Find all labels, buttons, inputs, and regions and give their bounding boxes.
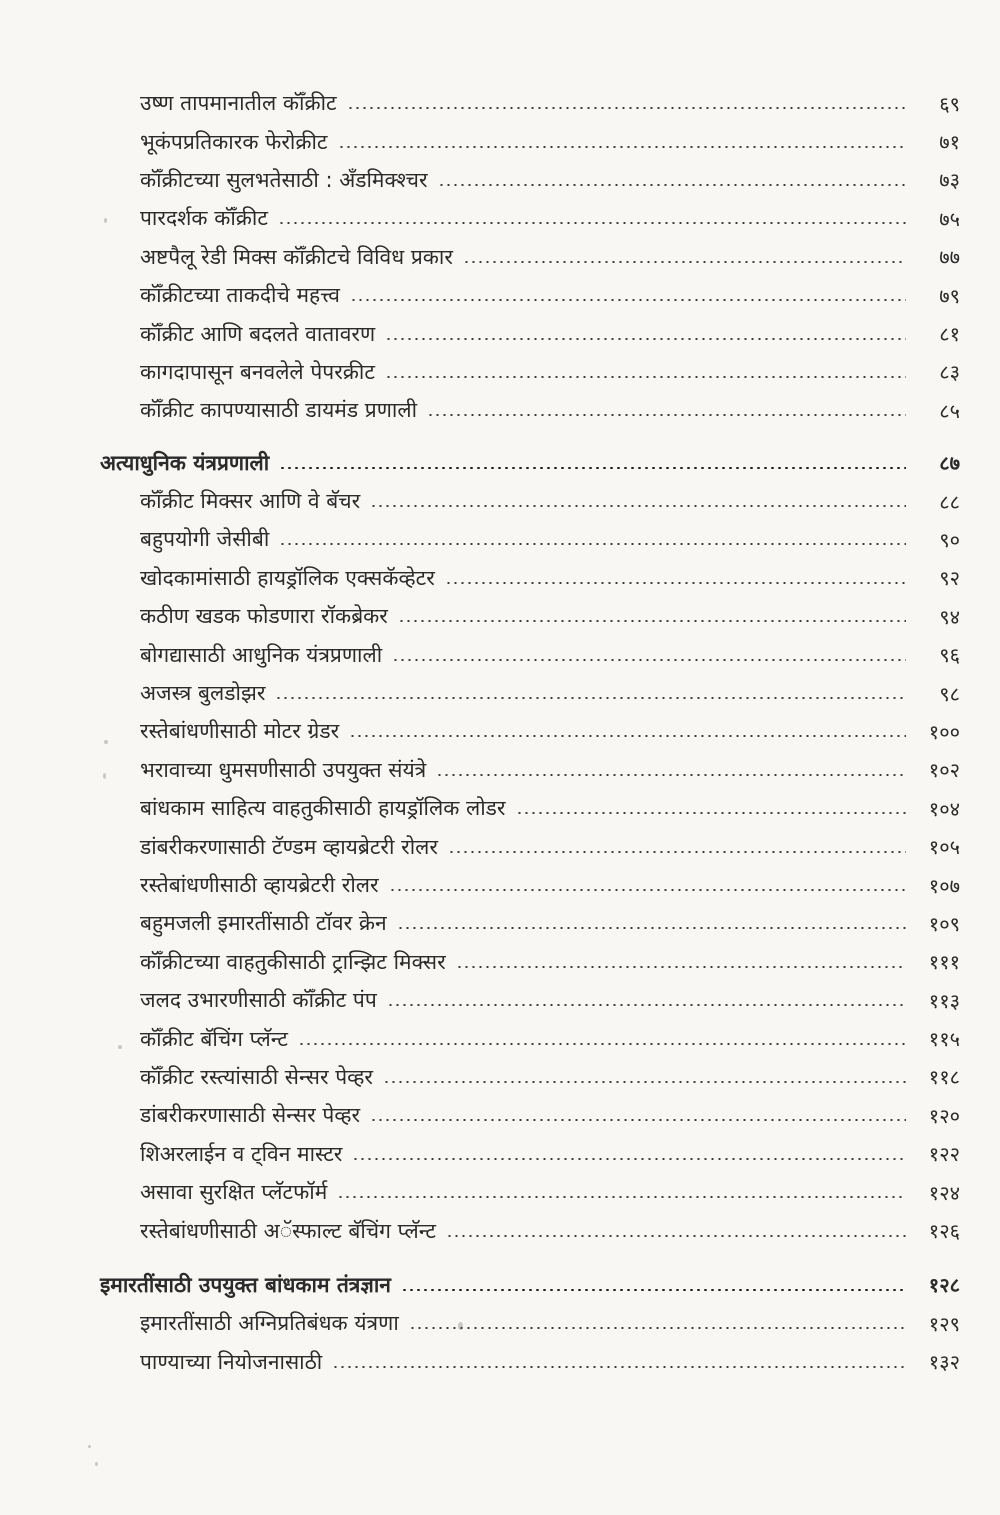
entry-page: ९६ — [939, 643, 960, 668]
toc-entry[interactable] — [0, 789, 1000, 827]
dot-leader — [278, 222, 906, 224]
dot-leader — [385, 338, 906, 340]
section-page: १२८ — [928, 1273, 960, 1298]
entry-title: बोगद्यासाठी आधुनिक यंत्रप्रणाली — [140, 641, 392, 669]
toc-section-heading[interactable] — [0, 444, 1000, 482]
entry-page: ११५ — [928, 1027, 960, 1052]
toc-entry[interactable] — [0, 1173, 1000, 1211]
toc-entry[interactable] — [0, 84, 1000, 122]
dot-leader — [392, 659, 906, 661]
section-gap — [0, 1250, 1000, 1266]
dot-leader — [370, 505, 906, 507]
dot-leader — [387, 1004, 906, 1006]
dot-leader — [463, 261, 906, 263]
toc-entry[interactable] — [0, 827, 1000, 865]
toc-entry[interactable] — [0, 1304, 1000, 1342]
entry-title: डांबरीकरणासाठी टॅण्डम व्हायब्रेटरी रोलर — [140, 833, 448, 861]
entry-title: रस्तेबांधणीसाठी मोटर ग्रेडर — [140, 717, 349, 745]
entry-title: शिअरलाईन व ट्विन मास्टर — [140, 1140, 352, 1168]
toc-entry[interactable] — [0, 391, 1000, 429]
toc-entry[interactable] — [0, 751, 1000, 789]
entry-page: १२४ — [928, 1180, 960, 1205]
toc-entry[interactable] — [0, 712, 1000, 750]
entry-title: कॉँक्रीट आणि बदलते वातावरण — [140, 320, 385, 348]
dot-leader — [370, 1119, 906, 1121]
dot-leader — [448, 851, 906, 853]
toc-entry[interactable] — [0, 1058, 1000, 1096]
entry-page: ११८ — [928, 1065, 960, 1090]
entry-title: बांधकाम साहित्य वाहतुकीसाठी हायड्रॉलिक लोडर — [140, 794, 516, 822]
entry-title: रस्तेबांधणीसाठी व्हायब्रेटरी रोलर — [140, 871, 389, 899]
entry-page: ९२ — [939, 566, 960, 591]
toc-entry[interactable] — [0, 597, 1000, 635]
entry-page: १३२ — [928, 1350, 960, 1375]
entry-page: १२२ — [928, 1142, 960, 1167]
entry-page: ९० — [939, 527, 960, 552]
dot-leader — [347, 107, 906, 109]
entry-title: बहुपयोगी जेसीबी — [140, 525, 279, 553]
toc-entry[interactable] — [0, 981, 1000, 1019]
entry-page: १०२ — [928, 758, 960, 783]
toc-entry[interactable] — [0, 559, 1000, 597]
toc-entry[interactable] — [0, 674, 1000, 712]
entry-title: कठीण खडक फोडणारा रॉकब्रेकर — [140, 602, 398, 630]
dot-leader — [298, 1043, 906, 1045]
entry-title: उष्ण तापमानातील कॉँक्रीट — [140, 89, 347, 117]
dot-leader — [445, 582, 906, 584]
toc-entry[interactable] — [0, 161, 1000, 199]
entry-page: १०७ — [928, 873, 960, 898]
dot-leader — [409, 1327, 906, 1329]
entry-title: कॉँक्रीटच्या सुलभतेसाठी : अँडमिक्श्चर — [140, 166, 438, 194]
section-title: इमारतींसाठी उपयुक्त बांधकाम तंत्रज्ञान — [100, 1271, 401, 1299]
toc-entry[interactable] — [0, 943, 1000, 981]
dot-leader — [338, 146, 906, 148]
toc-entry[interactable] — [0, 904, 1000, 942]
dot-leader — [350, 299, 906, 301]
section-page: ८७ — [939, 451, 960, 476]
entry-title: कागदापासून बनवलेले पेपरक्रीट — [140, 358, 385, 386]
dot-leader — [332, 1366, 906, 1368]
entry-title: रस्तेबांधणीसाठी अॅस्फाल्ट बॅचिंग प्लॅन्ट — [140, 1217, 446, 1245]
toc-entry[interactable] — [0, 1096, 1000, 1134]
entry-page: ८३ — [939, 360, 960, 385]
entry-title: पारदर्शक कॉँक्रीट — [140, 204, 278, 232]
entry-title: इमारतींसाठी अग्निप्रतिबंधक यंत्रणा — [140, 1309, 409, 1337]
table-of-contents — [0, 84, 1000, 1381]
dot-leader — [401, 1289, 906, 1291]
entry-title: कॉँक्रीट बॅचिंग प्लॅन्ट — [140, 1025, 298, 1053]
dot-leader — [427, 414, 906, 416]
entry-title: कॉँक्रीट मिक्सर आणि वे बॅचर — [140, 487, 370, 515]
dot-leader — [436, 774, 906, 776]
toc-entry[interactable] — [0, 635, 1000, 673]
entry-page: ८८ — [939, 489, 960, 514]
entry-page: १२९ — [928, 1311, 960, 1336]
entry-title: भरावाच्या धुमसणीसाठी उपयुक्त संयंत्रे — [140, 756, 436, 784]
entry-page: ६९ — [939, 91, 960, 116]
entry-page: ९८ — [939, 681, 960, 706]
entry-page: ९४ — [939, 604, 960, 629]
toc-entry[interactable] — [0, 1135, 1000, 1173]
dot-leader — [438, 184, 906, 186]
entry-page: १०९ — [928, 911, 960, 936]
dot-leader — [516, 812, 907, 814]
entry-title: अष्टपैलू रेडी मिक्स कॉँक्रीटचे विविध प्रकार — [140, 243, 463, 271]
section-title: अत्याधुनिक यंत्रप्रणाली — [100, 449, 279, 477]
entry-title: कॉँक्रीट कापण्यासाठी डायमंड प्रणाली — [140, 396, 427, 424]
entry-page: ७५ — [939, 206, 960, 231]
toc-entry[interactable] — [0, 1019, 1000, 1057]
entry-page: ८५ — [939, 398, 960, 423]
entry-title: असावा सुरक्षित प्लॅटफॉर्म — [140, 1178, 337, 1206]
dot-leader — [383, 1081, 906, 1083]
entry-title: भूकंपप्रतिकारक फेरोक्रीट — [140, 128, 338, 156]
entry-page: १०० — [928, 719, 960, 744]
toc-entry[interactable] — [0, 314, 1000, 352]
toc-entry[interactable] — [0, 520, 1000, 558]
dot-leader — [398, 620, 906, 622]
toc-entry[interactable] — [0, 238, 1000, 276]
dot-leader — [352, 1158, 906, 1160]
entry-page: ७७ — [939, 245, 960, 270]
entry-page: ७१ — [939, 130, 960, 155]
paper-speck — [95, 1462, 98, 1466]
entry-page: ७९ — [939, 283, 960, 308]
entry-title: डांबरीकरणासाठी सेन्सर पेव्हर — [140, 1101, 370, 1129]
dot-leader — [385, 376, 906, 378]
toc-entry[interactable] — [0, 122, 1000, 160]
entry-title: खोदकामांसाठी हायड्रॉलिक एक्सकॅव्हेटर — [140, 564, 445, 592]
entry-title: कॉँक्रीटच्या ताकदीचे महत्त्व — [140, 281, 350, 309]
toc-entry[interactable] — [0, 276, 1000, 314]
dot-leader — [279, 467, 906, 469]
dot-leader — [337, 1196, 906, 1198]
toc-entry[interactable] — [0, 353, 1000, 391]
dot-leader — [275, 697, 906, 699]
entry-title: पाण्याच्या नियोजनासाठी — [140, 1348, 332, 1376]
section-gap — [0, 430, 1000, 444]
dot-leader — [349, 735, 906, 737]
toc-entry[interactable] — [0, 866, 1000, 904]
entry-title: कॉँक्रीटच्या वाहतुकीसाठी ट्रान्झिट मिक्सर — [140, 948, 456, 976]
entry-page: १०४ — [928, 796, 960, 821]
dot-leader — [456, 966, 906, 968]
entry-page: १११ — [928, 950, 960, 975]
toc-entry[interactable] — [0, 1211, 1000, 1249]
entry-page: ८१ — [939, 322, 960, 347]
dot-leader — [446, 1235, 906, 1237]
entry-title: कॉँक्रीट रस्त्यांसाठी सेन्सर पेव्हर — [140, 1063, 383, 1091]
entry-page: ७३ — [939, 168, 960, 193]
entry-title: अजस्त्र बुलडोझर — [140, 679, 275, 707]
entry-page: ११३ — [928, 988, 960, 1013]
dot-leader — [397, 927, 906, 929]
entry-title: जलद उभारणीसाठी कॉँक्रीट पंप — [140, 986, 387, 1014]
toc-entry[interactable] — [0, 482, 1000, 520]
toc-entry[interactable] — [0, 1343, 1000, 1381]
entry-title: बहुमजली इमारतींसाठी टॉवर क्रेन — [140, 909, 397, 937]
entry-page: १२० — [928, 1103, 960, 1128]
dot-leader — [389, 889, 906, 891]
paper-speck — [88, 1445, 91, 1448]
entry-page: १२६ — [928, 1219, 960, 1244]
toc-section-heading[interactable] — [0, 1266, 1000, 1304]
toc-entry[interactable] — [0, 199, 1000, 237]
entry-page: १०५ — [928, 835, 960, 860]
dot-leader — [279, 543, 906, 545]
